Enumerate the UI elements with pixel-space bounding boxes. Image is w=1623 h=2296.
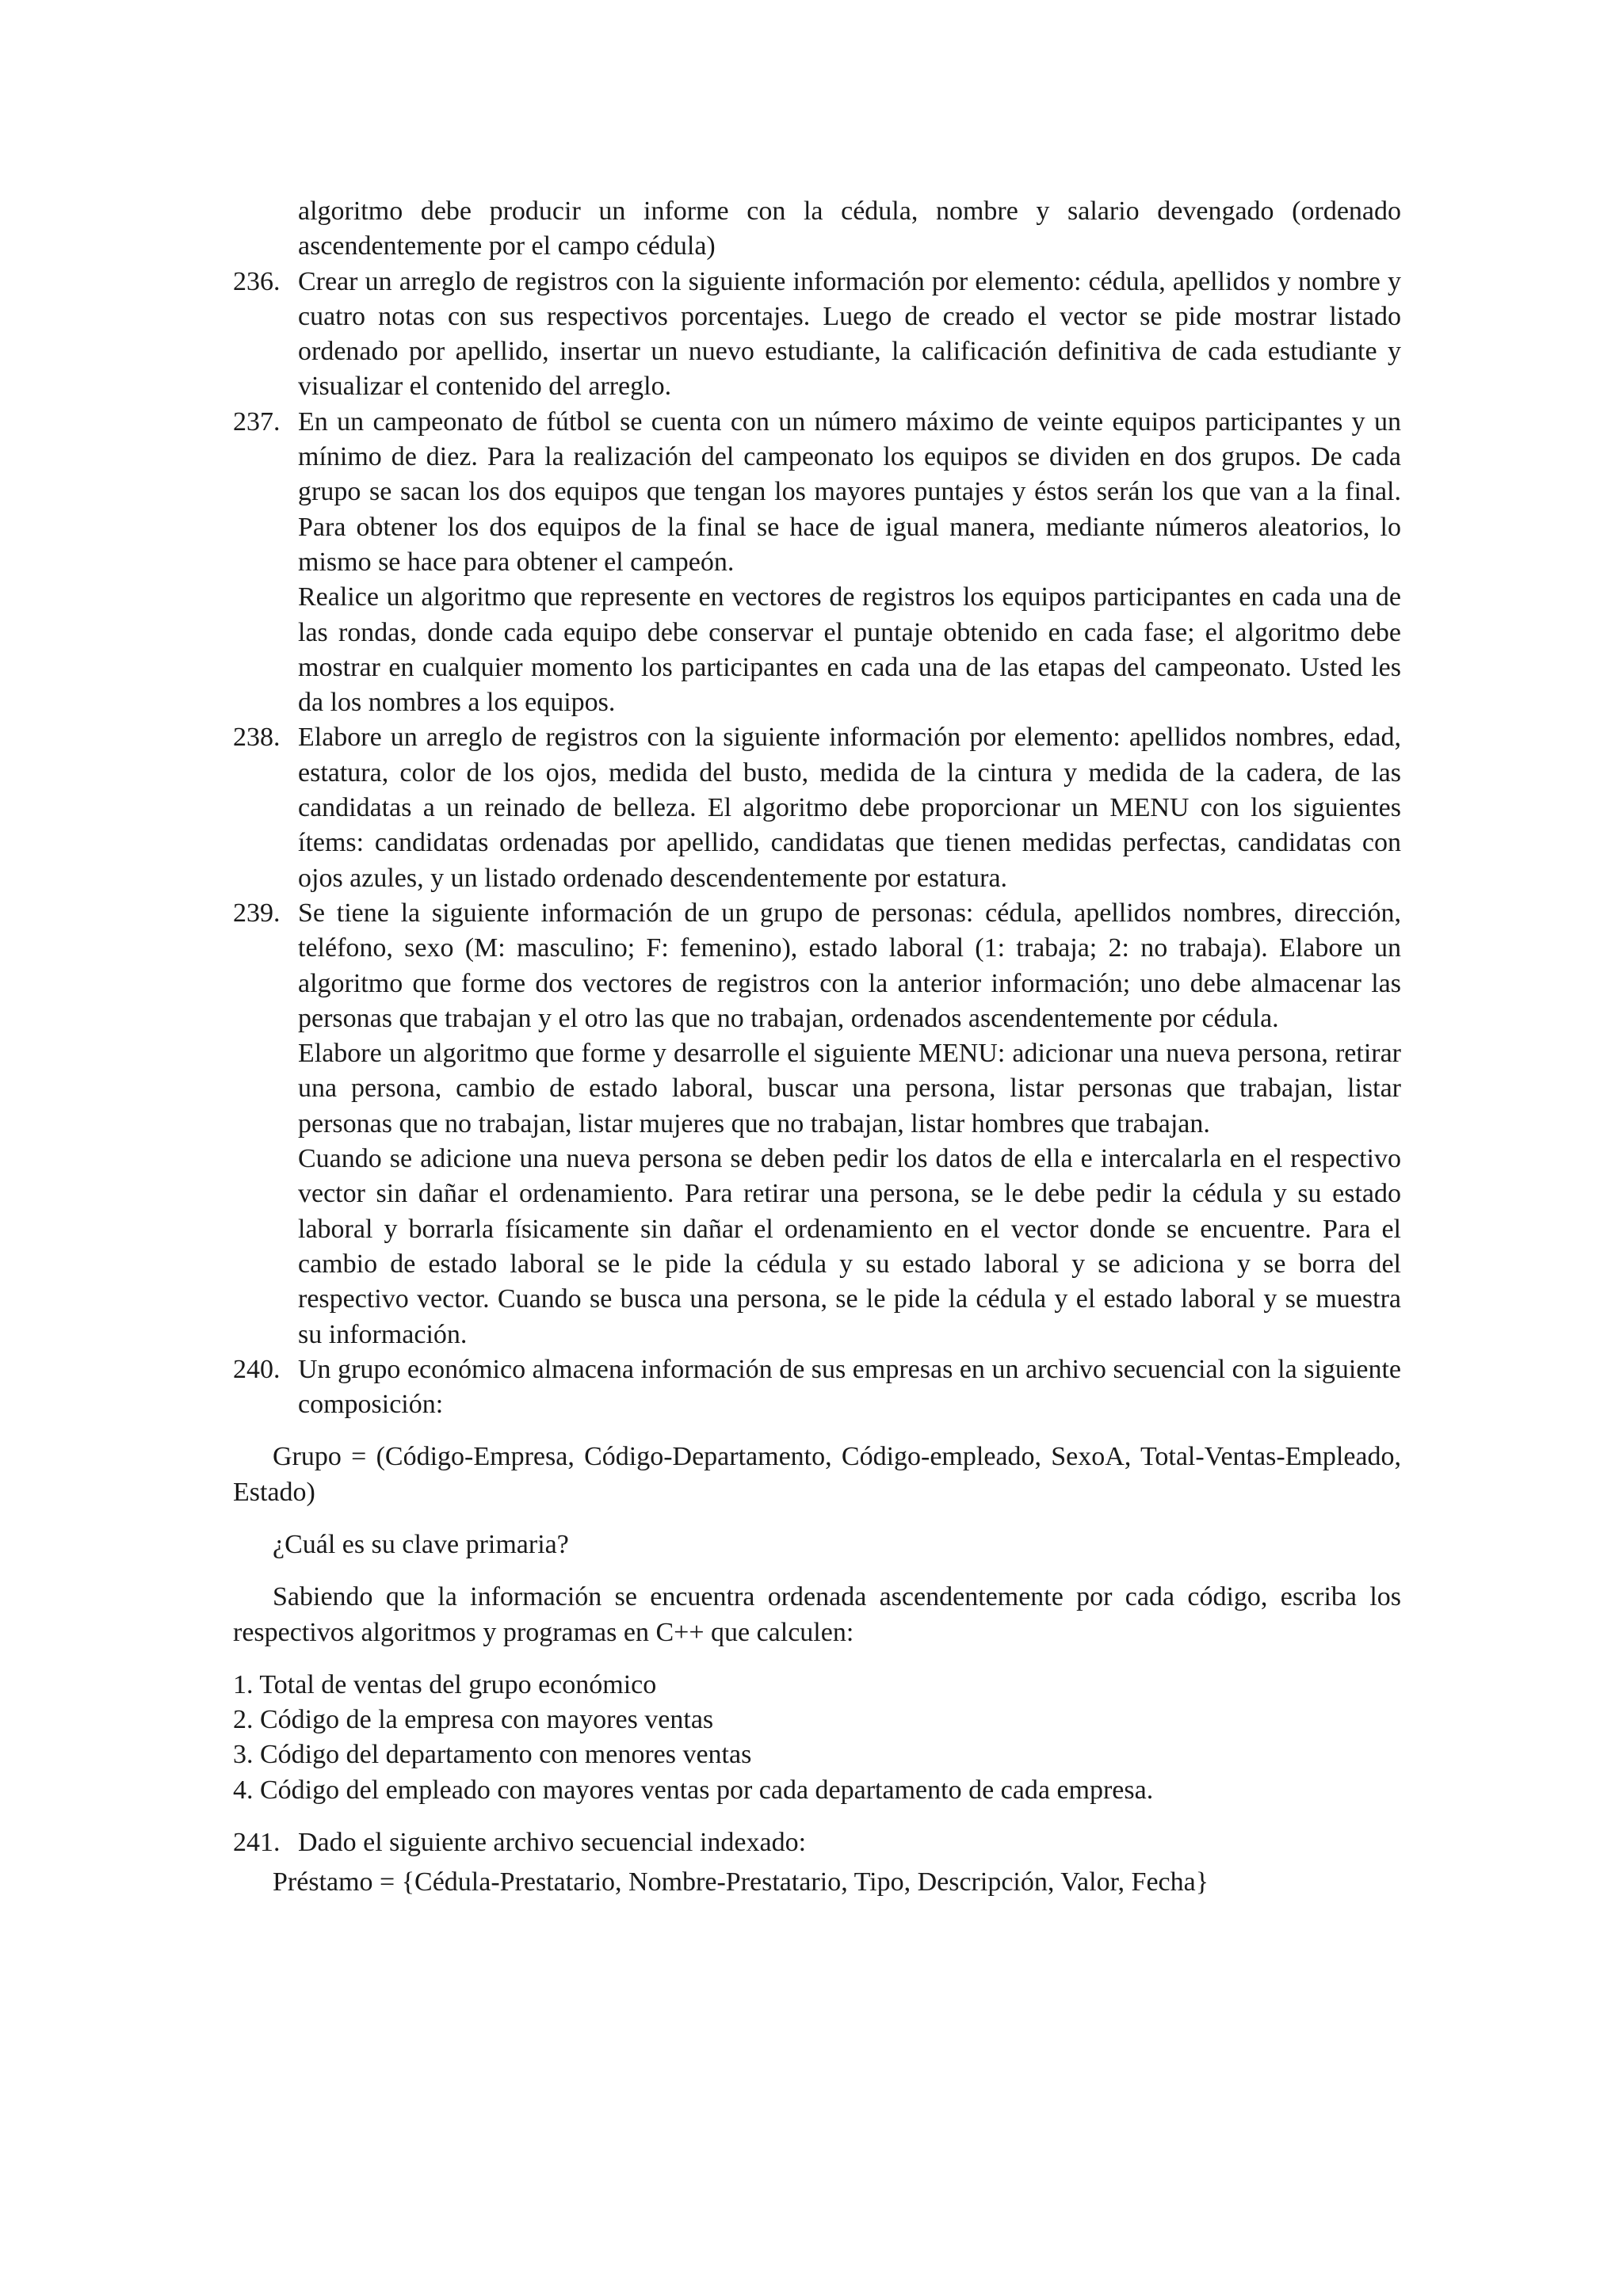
exercise-240: [233, 1352, 1401, 1423]
continuation-paragraph: algoritmo debe producir un informe con la cédula, nombre y salario devengado (ordenado ascendentemente por el campo cédula): [298, 196, 1401, 261]
exercise-number: 241.: [233, 1828, 281, 1858]
prestamo-definition: Préstamo = {Cédula-Prestatario, Nombre-Prestatario, Tipo, Descripción, Valor, Fecha}: [273, 1867, 1209, 1897]
exercise-paragraph: Elabore un arreglo de registros con la siguiente información por elemento: apellidos nombres, edad, estatura, color de los ojos, medida del busto, medida de la cintura y medida de la cadera, de las candidatas a un reinado de belleza. El algoritmo debe proporcionar un MENU con los siguientes ítems: candidatas ordenadas por apellido, candidatas que tienen medidas perfectas, candidatas con ojos azules, y un listado ordenado descendentemente por estatura.: [298, 723, 1401, 893]
exercise-number: 240.: [233, 1354, 281, 1384]
exercise-paragraph: Realice un algoritmo que represente en vectores de registros los equipos participantes en cada una de las rondas, donde cada equipo debe conservar el puntaje obtenido en cada fase; el algoritmo debe mostrar en cualquier momento los participantes en cada una de las etapas del campeonato. Usted les da los nombres a los equipos.: [298, 582, 1401, 718]
exercise-number: 237.: [233, 406, 281, 437]
exercise-241: [233, 1825, 1401, 1860]
exercise-236: [233, 265, 1401, 405]
task-item: 2. Código de la empresa con mayores ventas: [233, 1705, 714, 1735]
exercise-paragraph: Un grupo económico almacena información de sus empresas en un archivo secuencial con la siguiente composición:: [298, 1354, 1401, 1420]
page-content: [233, 194, 1401, 1901]
exercise-paragraph: Cuando se adicione una nueva persona se deben pedir los datos de ella e intercalarla en el respectivo vector sin dañar el ordenamiento. Para retirar una persona, se le debe pedir la cédula y su estado laboral y borrarla físicamente sin dañar el ordenamiento en el vector donde se encuentre. Para el cambio de estado laboral se le pide la cédula y su estado laboral y se adiciona y se borra del respectivo vector. Cuando se busca una persona, se le pide la cédula y el estado laboral y se muestra su información.: [298, 1144, 1401, 1349]
grupo-definition: Grupo = (Código-Empresa, Código-Departamento, Código-empleado, SexoA, Total-Ventas-Empleado, Estado): [233, 1442, 1401, 1507]
exercise-number: 238.: [233, 723, 281, 753]
exercise-paragraph: En un campeonato de fútbol se cuenta con un número máximo de veinte equipos participantes y un mínimo de diez. Para la realización del campeonato los equipos se dividen en dos grupos. De cada grupo se sacan los dos equipos que tengan los mayores puntajes y éstos serán los que van a la final. Para obtener los dos equipos de la final se hace de igual manera, mediante números aleatorios, lo mismo se hace para obtener el campeón.: [298, 406, 1401, 577]
exercise-number: 236.: [233, 266, 281, 296]
exercise-paragraph: Se tiene la siguiente información de un grupo de personas: cédula, apellidos nombres, dirección, teléfono, sexo (M: masculino; F: femenino), estado laboral (1: trabaja; 2: no trabaja). Elabore un algoritmo que forme dos vectores de registros con la anterior información; uno debe almacenar las personas que trabajan y el otro las que no trabajan, ordenados ascendentemente por cédula.: [298, 898, 1401, 1033]
instruction-paragraph: Sabiendo que la información se encuentra ordenada ascendentemente por cada código, escriba los respectivos algoritmos y programas en C++ que calculen:: [233, 1582, 1401, 1647]
task-item: 3. Código del departamento con menores ventas: [233, 1740, 752, 1770]
exercise-237: [233, 405, 1401, 721]
task-item: 4. Código del empleado con mayores ventas por cada departamento de cada empresa.: [233, 1775, 1154, 1805]
exercise-paragraph: Elabore un algoritmo que forme y desarrolle el siguiente MENU: adicionar una nueva persona, retirar una persona, cambio de estado laboral, buscar una persona, listar personas que trabajan, listar personas que no trabajan, listar mujeres que no trabajan, listar hombres que trabajan.: [298, 1039, 1401, 1138]
exercise-paragraph: Dado el siguiente archivo secuencial indexado:: [298, 1828, 807, 1858]
task-item: 1. Total de ventas del grupo económico: [233, 1669, 657, 1699]
exercise-238: [233, 720, 1401, 895]
primary-key-question: ¿Cuál es su clave primaria?: [273, 1529, 569, 1559]
exercise-239: [233, 896, 1401, 1352]
exercise-paragraph: Crear un arreglo de registros con la siguiente información por elemento: cédula, apellidos y nombre y cuatro notas con sus respectivos porcentajes. Luego de creado el vector se pide mostrar listado ordenado por apellido, insertar un nuevo estudiante, la calificación definitiva de cada estudiante y visualizar el contenido del arreglo.: [298, 266, 1401, 402]
exercise-number: 239.: [233, 898, 281, 928]
task-list: [233, 1668, 1401, 1808]
